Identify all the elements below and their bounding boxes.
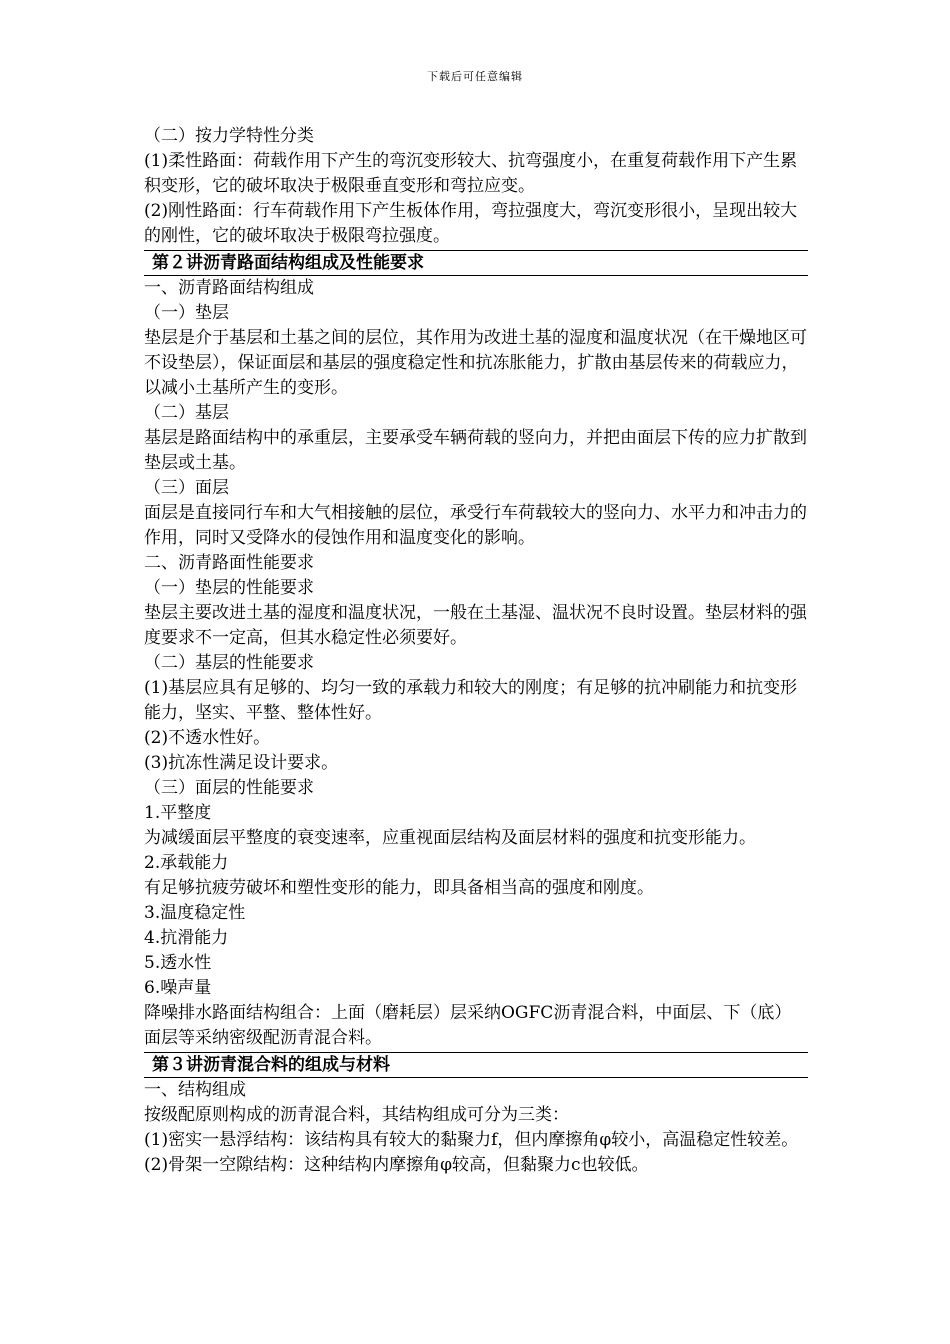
paragraph: （二）基层 xyxy=(144,403,229,423)
paragraph: (1)基层应具有足够的、均匀一致的承载力和较大的刚度；有足够的抗冲刷能力和抗变形能力，坚实、平整、整体性好。 xyxy=(144,678,798,723)
paragraph: （一）垫层的性能要求 xyxy=(144,578,314,598)
paragraph: （二）按力学特性分类 xyxy=(144,126,314,146)
document-body xyxy=(144,124,808,1178)
paragraph: 6.噪声量 xyxy=(144,978,212,998)
paragraph: （三）面层 xyxy=(144,478,229,498)
paragraph: 2.承载能力 xyxy=(144,853,229,873)
paragraph: (1)密实一悬浮结构：该结构具有较大的黏聚力f，但内摩擦角φ较小，高温稳定性较差。 xyxy=(144,1130,799,1150)
paragraph: (2)刚性路面：行车荷载作用下产生板体作用，弯拉强度大，弯沉变形很小，呈现出较大的刚性，它的破坏取决于极限弯拉强度。 xyxy=(144,201,798,246)
paragraph: 二、沥青路面性能要求 xyxy=(144,553,314,573)
paragraph: (2)骨架一空隙结构：这种结构内摩擦角φ较高，但黏聚力c也较低。 xyxy=(144,1155,649,1175)
paragraph: （一）垫层 xyxy=(144,303,229,323)
paragraph: （三）面层的性能要求 xyxy=(144,778,314,798)
paragraph: 一、结构组成 xyxy=(144,1080,246,1100)
paragraph: 3.温度稳定性 xyxy=(144,903,246,923)
section-heading: 第２讲沥青路面结构组成及性能要求 xyxy=(144,250,808,276)
paragraph: 为减缓面层平整度的衰变速率，应重视面层结构及面层材料的强度和抗变形能力。 xyxy=(144,828,756,848)
paragraph: 5.透水性 xyxy=(144,953,212,973)
paragraph: 有足够抗疲劳破坏和塑性变形的能力，即具备相当高的强度和刚度。 xyxy=(144,878,654,898)
paragraph: 按级配原则构成的沥青混合料，其结构组成可分为三类： xyxy=(144,1105,569,1125)
paragraph: 一、沥青路面结构组成 xyxy=(144,278,314,298)
paragraph: (3)抗冻性满足设计要求。 xyxy=(144,753,339,773)
paragraph: (1)柔性路面：荷载作用下产生的弯沉变形较大、抗弯强度小，在重复荷载作用下产生累积变形，它的破坏取决于极限垂直变形和弯拉应变。 xyxy=(144,151,798,196)
paragraph: 垫层是介于基层和土基之间的层位，其作用为改进土基的湿度和温度状况（在干燥地区可不设垫层），保证面层和基层的强度稳定性和抗冻胀能力，扩散由基层传来的荷载应力，以减小土基所产生的变形。 xyxy=(144,328,807,398)
paragraph: 面层是直接同行车和大气相接触的层位，承受行车荷载较大的竖向力、水平力和冲击力的作用，同时又受降水的侵蚀作用和温度变化的影响。 xyxy=(144,503,807,548)
paragraph: 基层是路面结构中的承重层，主要承受车辆荷载的竖向力，并把由面层下传的应力扩散到垫层或土基。 xyxy=(144,428,807,473)
section-heading: 第３讲沥青混合料的组成与材料 xyxy=(144,1052,808,1078)
paragraph: （二）基层的性能要求 xyxy=(144,653,314,673)
paragraph: 垫层主要改进土基的湿度和温度状况，一般在土基湿、温状况不良时设置。垫层材料的强度要求不一定高，但其水稳定性必须要好。 xyxy=(144,603,807,648)
paragraph: (2)不透水性好。 xyxy=(144,728,271,748)
header-note: 下载后可任意编辑 xyxy=(427,70,523,83)
paragraph: 4.抗滑能力 xyxy=(144,928,229,948)
paragraph: 降噪排水路面结构组合：上面（磨耗层）层采纳OGFC沥青混合料，中面层、下（底）面层等采纳密级配沥青混合料。 xyxy=(144,1003,792,1048)
paragraph: 1.平整度 xyxy=(144,803,212,823)
